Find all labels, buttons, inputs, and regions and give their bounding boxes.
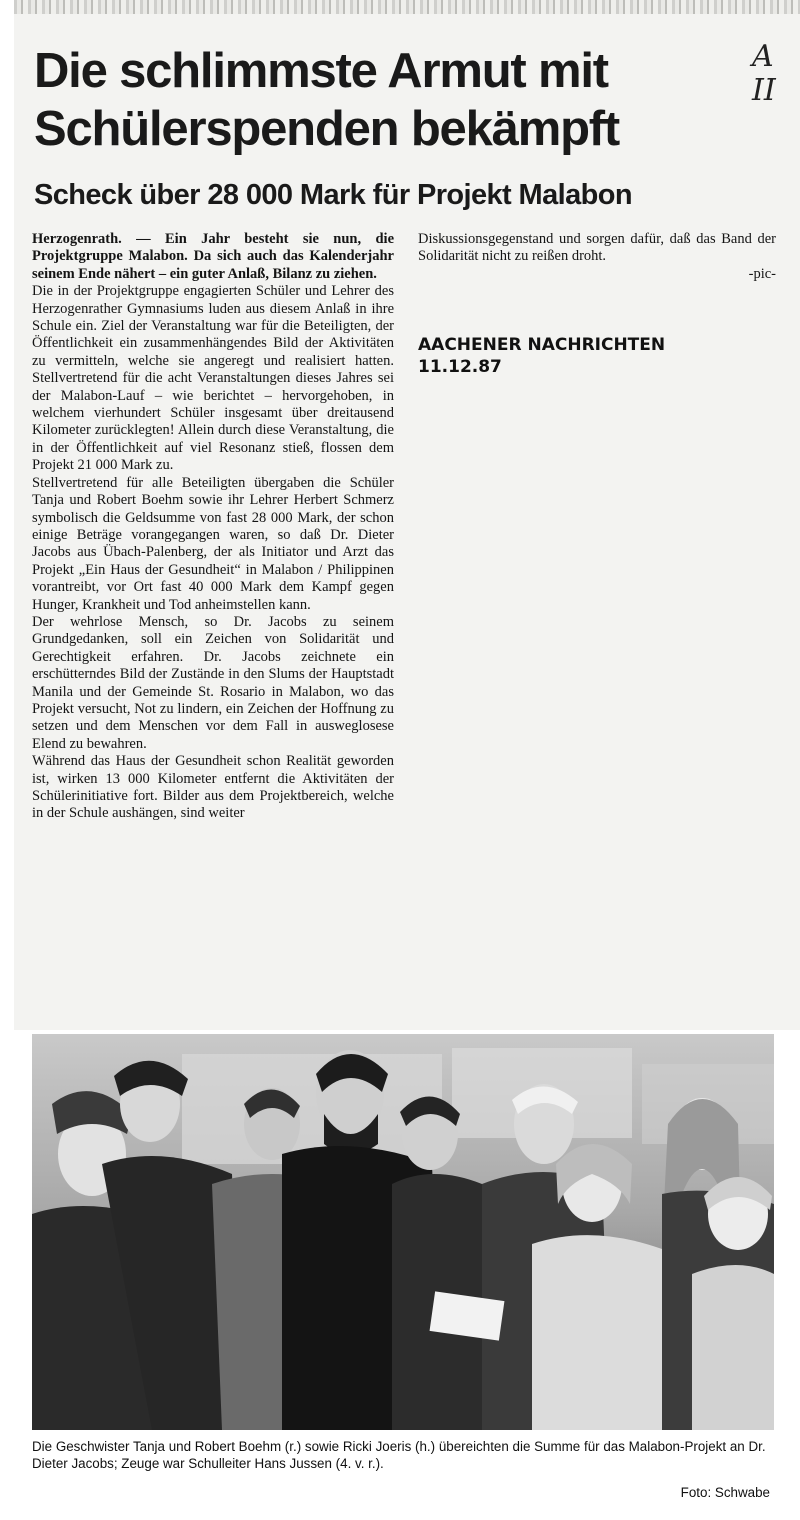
article-paragraph-4: Während das Haus der Gesundheit schon Realität geworden ist, wirken 13 000 Kilometer entfernt die Aktivitäten der Schülerinitiative fort. Bilder aus dem Projektbereich, welche in der Schule aushängen, sind weiter — [32, 753, 394, 822]
article-lead: Herzogenrath. — Ein Jahr besteht sie nun, die Projektgruppe Malabon. Da sich auch das Kalenderjahr seinem Ende nähert – ein guter Anlaß, Bilanz zu ziehen. — [32, 231, 394, 282]
photo-caption: Die Geschwister Tanja und Robert Boehm (r.) sowie Ricki Joeris (h.) übereichten die Summe für das Malabon-Projekt an Dr. Dieter Jacobs; Zeuge war Schulleiter Hans Jussen (4. v. r.). — [32, 1439, 766, 1471]
article-paragraph-1: Die in der Projektgruppe engagierten Schüler und Lehrer des Herzogenrather Gymnasiums luden aus diesem Anlaß in ihre Schule ein. Ziel der Veranstaltung war für die Beteiligten, der Öffentlichkeit ein zusammenhängendes Bild der Aktivitäten zu vermitteln, welche sie angeregt und realisiert hatten. Stellvertretend für die acht Veranstaltungen dieses Jahres sei der Malabon-Lauf – wie berichtet – hervorgehoben, in welchem vierhundert Schüler insgesamt über dreitausend Kilometer zurücklegten! Allein durch diese Veranstaltung, die in der Öffentlichkeit auf viel Resonanz stieß, flossen dem Projekt 21 000 Mark zu. — [32, 283, 394, 474]
torn-top-edge — [14, 0, 800, 14]
photo-illustration — [32, 1034, 774, 1430]
author-signature: -pic- — [748, 265, 776, 282]
article-continuation: Diskussionsgegenstand und sorgen dafür, daß das Band der Solidarität nicht zu reißen droht. — [418, 231, 776, 265]
photo-credit: Foto: Schwabe — [680, 1485, 770, 1500]
group-photo — [32, 1034, 774, 1430]
source-date: 11.12.87 — [418, 357, 502, 377]
source-stamp — [418, 334, 778, 378]
subheadline: Scheck über 28 000 Mark für Projekt Malabon — [34, 179, 632, 211]
handwritten-note: A II — [752, 39, 776, 108]
article-column-left — [32, 231, 394, 823]
article-paragraph-3: Der wehrlose Mensch, so Dr. Jacobs zu seinem Grundgedanken, soll ein Zeichen von Solidarität und Gerechtigkeit erfahren. Dr. Jacobs zeichnete ein erschütterndes Bild der Zustände in den Slums der Hauptstadt Manila und der Gemeinde St. Rosario in Malabon, wo das Projekt versucht, Not zu lindern, ein Zeichen der Hoffnung zu setzen und dem Menschen vor dem Fall in ausweglosese Elend zu bewahren. — [32, 613, 394, 752]
article-column-right — [418, 231, 776, 283]
article-paragraph-2: Stellvertretend für alle Beteiligten übergaben die Schüler Tanja und Robert Boehm sowie ihr Lehrer Herbert Schmerz symbolisch die Geldsumme von fast 28 000 Mark, der schon einige Beträge vorangegangen waren, so daß Dr. Dieter Jacobs aus Übach-Palenberg, der als Initiator und Arzt das Projekt „Ein Haus der Gesundheit“ in Malabon / Philippinen vorantreibt, vor Ort fast 40 000 Mark dem Kampf gegen Hunger, Krankheit und Tod anheimstellen kann. — [32, 474, 394, 613]
source-name: AACHENER NACHRICHTEN — [418, 335, 666, 355]
headline: Die schlimmste Armut mit Schülerspenden bekämpft — [34, 44, 620, 156]
